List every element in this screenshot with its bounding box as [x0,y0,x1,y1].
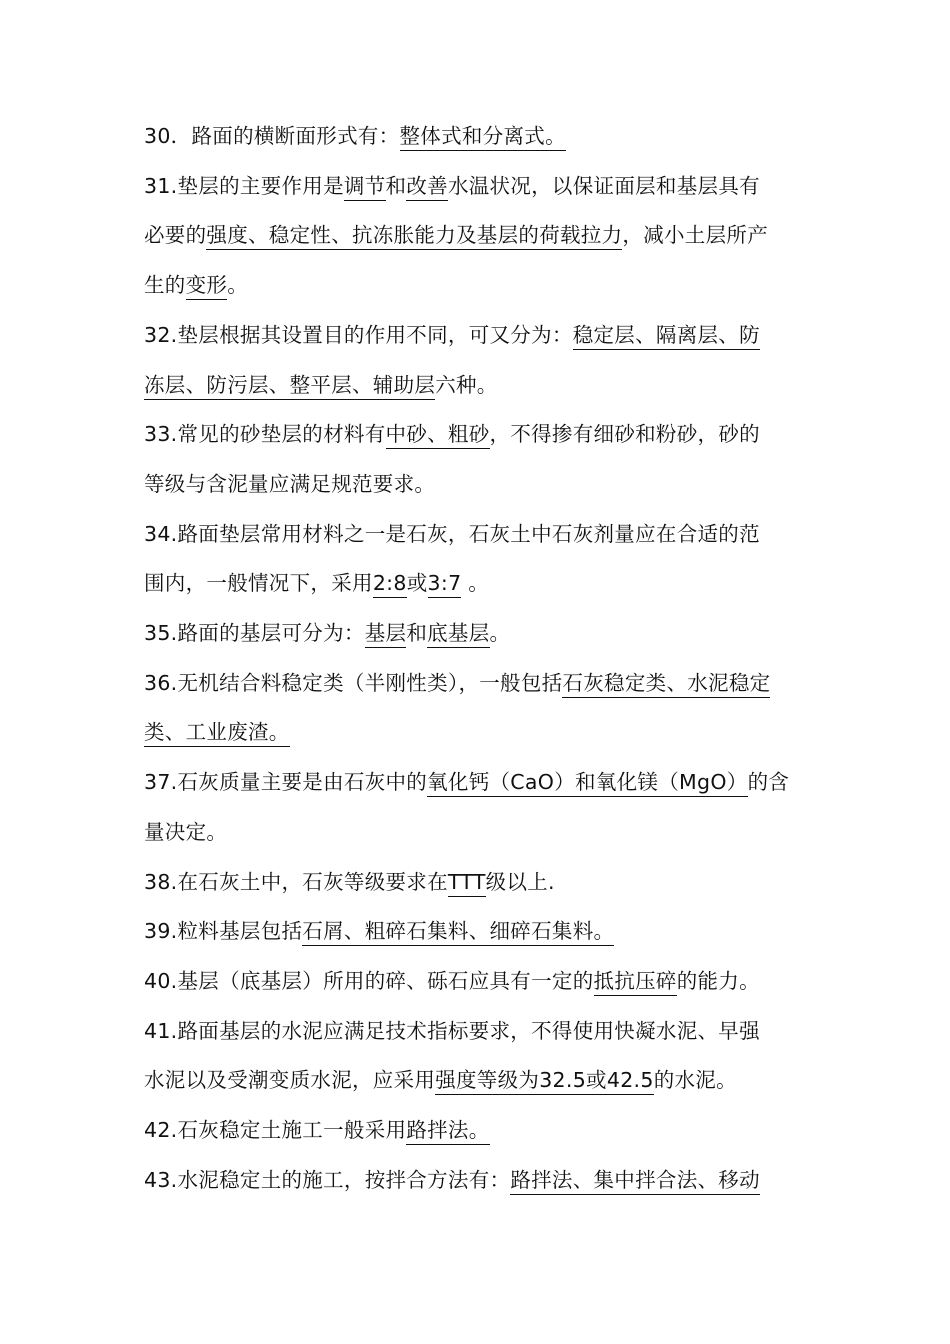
text-line [144,1062,814,1098]
underlined-answer: 3:7 [428,571,462,598]
underlined-answer: 石屑、粗碎石集料、细碎石集料。 [302,919,614,946]
text-segment: 38.在石灰土中，石灰等级要求在 [144,869,448,894]
text-segment: 37.石灰质量主要是由石灰中的 [144,770,428,795]
underlined-answer: 稳定层、隔离层、防 [573,323,760,350]
text-line [144,814,814,850]
text-line [144,466,814,502]
text-segment: 六种。 [435,372,498,397]
underlined-answer: TTT [448,870,486,897]
text-segment: ，减小土层所产 [622,223,769,248]
text-segment: 水泥以及受潮变质水泥，应采用 [144,1068,436,1093]
text-segment: 36.无机结合料稳定类（半刚性类），一般包括 [144,670,563,695]
text-segment: 或 [406,571,428,596]
underlined-answer: 整体式和分离式。 [400,124,566,151]
text-segment: 的能力。 [676,968,760,993]
text-segment: 34.路面垫层常用材料之一是石灰，石灰土中石灰剂量应在合适的范 [144,521,760,546]
text-segment: 级以上. [485,869,555,894]
text-line [144,1112,814,1148]
text-segment: 39.粒料基层包括 [144,919,303,944]
underlined-answer: 路拌法。 [406,1118,489,1145]
text-segment: 和 [406,621,428,645]
underlined-answer: 氧化钙（CaO）和氧化镁（MgO） [427,770,747,797]
text-segment: 43.水泥稳定土的施工，按拌合方法有： [144,1167,511,1192]
text-line [144,864,814,900]
underlined-answer: 改善 [406,174,448,201]
underlined-answer: 2:8 [373,571,407,598]
text-segment: ，不得掺有细砂和粉砂，砂的 [489,422,760,447]
text-line [144,317,814,353]
text-line [144,267,814,303]
text-segment: 35.路面的基层可分为： [144,621,365,645]
text-segment: 32.垫层根据其设置目的作用不同，可又分为： [144,322,573,347]
underlined-answer: 石灰稳定类、水泥稳定 [562,671,770,698]
text-line [144,217,814,253]
text-segment: 水温状况，以保证面层和基层具有 [447,173,760,198]
text-segment: 40.基层（底基层）所用的碎、砾石应具有一定的 [144,968,594,993]
text-line [144,516,814,552]
text-segment: 33.常见的砂垫层的材料有 [144,422,386,447]
text-segment: 等级与含泥量应满足规范要求。 [144,471,436,496]
text-line [144,367,814,403]
text-segment: 的含 [747,770,790,795]
text-segment: 和 [385,173,407,198]
underlined-answer: 中砂、粗砂 [386,422,490,449]
underlined-answer: 路拌法、集中拌合法、移动 [510,1168,760,1195]
text-segment: 31.垫层的主要作用是 [144,173,344,198]
text-line [144,764,814,800]
text-line [144,565,814,601]
text-line [144,118,814,154]
text-line [144,913,814,949]
text-segment: 量决定。 [144,819,228,844]
text-line [144,615,814,651]
text-segment: 。 [461,571,490,596]
underlined-answer: 底基层 [427,621,489,648]
text-line [144,665,814,701]
text-segment: 。 [489,621,511,645]
underlined-answer: 调节 [344,174,386,201]
underlined-answer: 冻层、防污层、整平层、辅助层 [144,373,435,400]
text-line [144,1013,814,1049]
underlined-answer: 抵抗压碎 [594,969,677,996]
text-segment: 必要的 [144,223,207,248]
text-line [144,1162,814,1198]
underlined-answer: 强度等级为32.5或42.5 [435,1068,654,1095]
underlined-answer: 强度、稳定性、抗冻胀能力及基层的荷载拉力 [206,223,622,250]
text-segment: 围内，一般情况下，采用 [144,571,373,596]
underlined-answer: 类、工业废渣。 [144,720,290,747]
underlined-answer: 基层 [365,621,407,648]
text-line [144,963,814,999]
text-line [144,714,814,750]
underlined-answer: 变形 [186,273,228,300]
text-line [144,416,814,452]
text-segment: 生的 [144,273,186,298]
text-segment: 。 [227,273,249,298]
text-segment: 41.路面基层的水泥应满足技术指标要求，不得使用快凝水泥、早强 [144,1018,760,1043]
text-line [144,168,814,204]
text-segment: 42.石灰稳定土施工一般采用 [144,1118,407,1142]
text-segment: 30．路面的横断面形式有： [144,124,400,148]
text-segment: 的水泥。 [653,1068,737,1093]
